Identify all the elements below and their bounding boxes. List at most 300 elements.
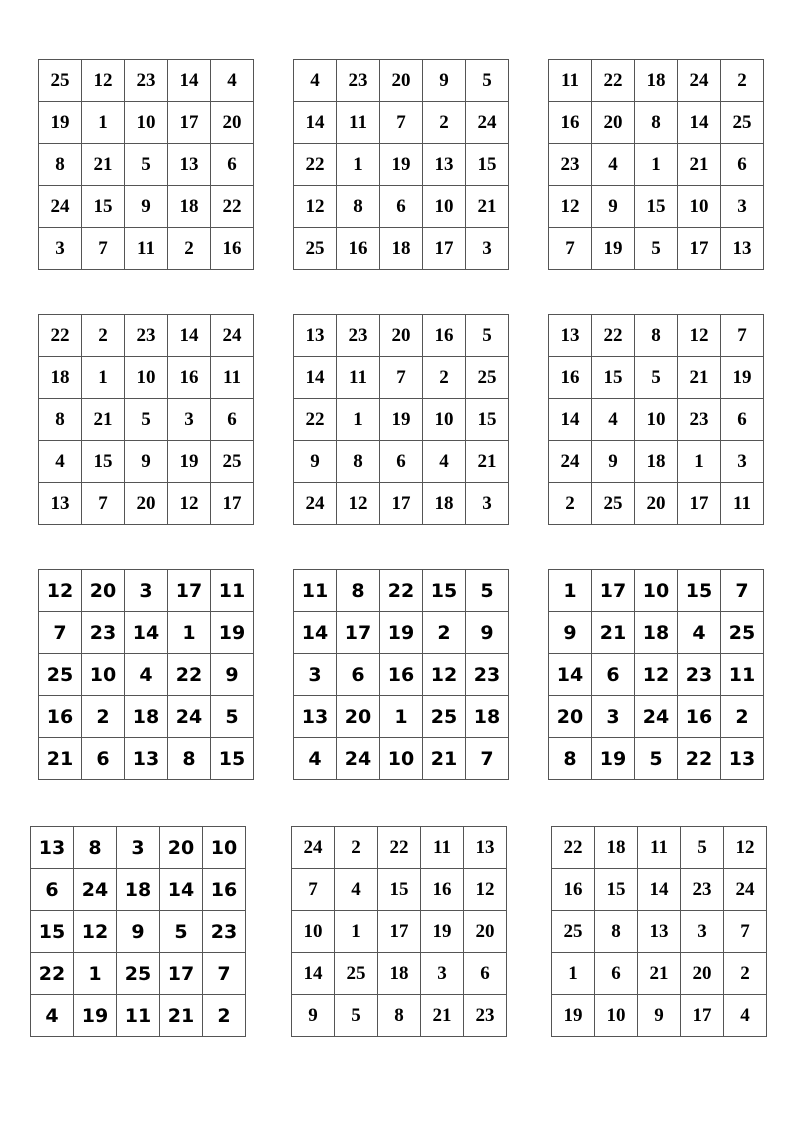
grid-cell: 13 bbox=[423, 144, 466, 186]
grid-cell: 2 bbox=[335, 827, 378, 869]
grid-cell: 5 bbox=[125, 144, 168, 186]
grid-row bbox=[39, 570, 254, 612]
grid-row bbox=[549, 315, 764, 357]
grid-cell: 24 bbox=[168, 696, 211, 738]
grid-cell: 7 bbox=[82, 483, 125, 525]
grid-cell: 7 bbox=[380, 102, 423, 144]
grid-cell: 24 bbox=[74, 869, 117, 911]
grid-cell: 4 bbox=[335, 869, 378, 911]
grid-cell: 11 bbox=[337, 357, 380, 399]
grid-cell: 23 bbox=[203, 911, 246, 953]
grid-cell: 15 bbox=[82, 186, 125, 228]
grid-cell: 7 bbox=[724, 911, 767, 953]
grid-cell: 18 bbox=[635, 612, 678, 654]
grid-cell: 22 bbox=[678, 738, 721, 780]
grid-cell: 22 bbox=[39, 315, 82, 357]
grid-cell: 2 bbox=[168, 228, 211, 270]
grid-cell: 21 bbox=[160, 995, 203, 1037]
grid-cell: 14 bbox=[125, 612, 168, 654]
grid-cell: 20 bbox=[464, 911, 507, 953]
grid-cell: 16 bbox=[423, 315, 466, 357]
grid-cell: 5 bbox=[466, 315, 509, 357]
grid-cell: 8 bbox=[337, 186, 380, 228]
grid-row bbox=[552, 911, 767, 953]
grid-cell: 4 bbox=[423, 441, 466, 483]
grid-cell: 25 bbox=[39, 654, 82, 696]
grid-cell: 17 bbox=[681, 995, 724, 1037]
grid-cell: 13 bbox=[549, 315, 592, 357]
grid-cell: 18 bbox=[595, 827, 638, 869]
grid-cell: 20 bbox=[211, 102, 254, 144]
grid-cell: 16 bbox=[678, 696, 721, 738]
grid-cell: 3 bbox=[721, 441, 764, 483]
grid-cell: 11 bbox=[721, 654, 764, 696]
grid-row bbox=[549, 738, 764, 780]
grid-cell: 6 bbox=[380, 186, 423, 228]
grid-row bbox=[39, 228, 254, 270]
grid-cell: 16 bbox=[380, 654, 423, 696]
grid-cell: 15 bbox=[423, 570, 466, 612]
grid-cell: 12 bbox=[337, 483, 380, 525]
grid-cell: 1 bbox=[82, 357, 125, 399]
grid-cell: 1 bbox=[380, 696, 423, 738]
grid-12 bbox=[551, 826, 767, 1037]
grid-cell: 12 bbox=[678, 315, 721, 357]
grid-row bbox=[294, 654, 509, 696]
grid-row bbox=[39, 144, 254, 186]
grid-cell: 12 bbox=[635, 654, 678, 696]
grid-cell: 19 bbox=[552, 995, 595, 1037]
grid-cell: 3 bbox=[466, 228, 509, 270]
grid-cell: 23 bbox=[125, 60, 168, 102]
grid-cell: 14 bbox=[678, 102, 721, 144]
grid-cell: 23 bbox=[464, 995, 507, 1037]
grid-cell: 21 bbox=[466, 441, 509, 483]
grid-cell: 18 bbox=[39, 357, 82, 399]
grid-cell: 6 bbox=[464, 953, 507, 995]
grid-row bbox=[549, 570, 764, 612]
grid-cell: 19 bbox=[168, 441, 211, 483]
grid-cell: 8 bbox=[635, 315, 678, 357]
grid-cell: 16 bbox=[549, 357, 592, 399]
grid-row bbox=[549, 612, 764, 654]
grid-cell: 4 bbox=[31, 995, 74, 1037]
grid-cell: 15 bbox=[466, 144, 509, 186]
grid-cell: 8 bbox=[635, 102, 678, 144]
grid-cell: 5 bbox=[635, 738, 678, 780]
grid-cell: 18 bbox=[125, 696, 168, 738]
grid-cell: 10 bbox=[595, 995, 638, 1037]
grid-row bbox=[39, 696, 254, 738]
grid-row bbox=[549, 441, 764, 483]
grid-cell: 22 bbox=[592, 315, 635, 357]
grid-cell: 25 bbox=[39, 60, 82, 102]
grid-cell: 1 bbox=[337, 399, 380, 441]
grid-cell: 10 bbox=[423, 186, 466, 228]
grid-cell: 17 bbox=[337, 612, 380, 654]
grid-cell: 5 bbox=[125, 399, 168, 441]
grid-cell: 15 bbox=[466, 399, 509, 441]
grid-cell: 22 bbox=[378, 827, 421, 869]
grid-cell: 25 bbox=[423, 696, 466, 738]
grid-row bbox=[549, 399, 764, 441]
grid-cell: 2 bbox=[423, 612, 466, 654]
grid-cell: 23 bbox=[337, 315, 380, 357]
grid-cell: 21 bbox=[466, 186, 509, 228]
grid-cell: 8 bbox=[337, 570, 380, 612]
grid-cell: 17 bbox=[160, 953, 203, 995]
grid-cell: 4 bbox=[294, 738, 337, 780]
grid-cell: 18 bbox=[466, 696, 509, 738]
grid-cell: 10 bbox=[82, 654, 125, 696]
grid-cell: 13 bbox=[638, 911, 681, 953]
grid-10 bbox=[30, 826, 246, 1037]
grid-cell: 13 bbox=[168, 144, 211, 186]
grid-row bbox=[294, 399, 509, 441]
grid-cell: 2 bbox=[423, 357, 466, 399]
grid-cell: 25 bbox=[335, 953, 378, 995]
grid-row bbox=[39, 186, 254, 228]
grid-cell: 19 bbox=[211, 612, 254, 654]
grid-cell: 14 bbox=[549, 654, 592, 696]
grid-cell: 8 bbox=[337, 441, 380, 483]
grid-cell: 19 bbox=[592, 738, 635, 780]
grid-cell: 18 bbox=[635, 60, 678, 102]
grid-cell: 9 bbox=[592, 441, 635, 483]
grid-cell: 22 bbox=[294, 399, 337, 441]
grid-cell: 1 bbox=[549, 570, 592, 612]
grid-cell: 20 bbox=[82, 570, 125, 612]
grid-cell: 17 bbox=[678, 483, 721, 525]
grid-6 bbox=[548, 314, 764, 525]
grid-cell: 15 bbox=[592, 357, 635, 399]
grid-cell: 11 bbox=[549, 60, 592, 102]
grid-cell: 7 bbox=[466, 738, 509, 780]
grid-cell: 4 bbox=[39, 441, 82, 483]
grid-cell: 11 bbox=[638, 827, 681, 869]
grid-5 bbox=[293, 314, 509, 525]
grid-cell: 10 bbox=[380, 738, 423, 780]
grid-cell: 13 bbox=[294, 696, 337, 738]
grid-cell: 3 bbox=[168, 399, 211, 441]
grid-row bbox=[31, 995, 246, 1037]
grid-row bbox=[294, 570, 509, 612]
grid-cell: 18 bbox=[423, 483, 466, 525]
grid-cell: 9 bbox=[423, 60, 466, 102]
grid-cell: 15 bbox=[211, 738, 254, 780]
grid-cell: 4 bbox=[211, 60, 254, 102]
grid-cell: 23 bbox=[678, 654, 721, 696]
grid-cell: 3 bbox=[294, 654, 337, 696]
grid-row bbox=[549, 654, 764, 696]
grid-row bbox=[294, 696, 509, 738]
grid-cell: 20 bbox=[380, 315, 423, 357]
grid-cell: 18 bbox=[378, 953, 421, 995]
grid-cell: 13 bbox=[464, 827, 507, 869]
grid-cell: 18 bbox=[168, 186, 211, 228]
grid-cell: 25 bbox=[721, 612, 764, 654]
grid-cell: 7 bbox=[721, 570, 764, 612]
grid-cell: 8 bbox=[39, 399, 82, 441]
grid-cell: 9 bbox=[294, 441, 337, 483]
grid-cell: 9 bbox=[549, 612, 592, 654]
grid-cell: 13 bbox=[39, 483, 82, 525]
grid-cell: 6 bbox=[337, 654, 380, 696]
grid-cell: 18 bbox=[635, 441, 678, 483]
grid-cell: 21 bbox=[82, 144, 125, 186]
grid-cell: 11 bbox=[211, 570, 254, 612]
grid-cell: 10 bbox=[635, 399, 678, 441]
grid-cell: 2 bbox=[82, 315, 125, 357]
grid-cell: 22 bbox=[380, 570, 423, 612]
grid-row bbox=[549, 696, 764, 738]
grid-cell: 12 bbox=[294, 186, 337, 228]
grid-cell: 3 bbox=[466, 483, 509, 525]
grid-row bbox=[549, 102, 764, 144]
grid-cell: 17 bbox=[423, 228, 466, 270]
grid-row bbox=[549, 144, 764, 186]
grid-cell: 12 bbox=[39, 570, 82, 612]
grid-cell: 20 bbox=[160, 827, 203, 869]
grid-cell: 19 bbox=[380, 399, 423, 441]
grid-cell: 15 bbox=[82, 441, 125, 483]
grid-cell: 22 bbox=[168, 654, 211, 696]
grid-cell: 24 bbox=[549, 441, 592, 483]
grid-cell: 15 bbox=[595, 869, 638, 911]
grid-cell: 19 bbox=[592, 228, 635, 270]
grid-row bbox=[31, 827, 246, 869]
grid-cell: 14 bbox=[294, 357, 337, 399]
grid-cell: 24 bbox=[466, 102, 509, 144]
grid-cell: 22 bbox=[592, 60, 635, 102]
grid-cell: 21 bbox=[82, 399, 125, 441]
grid-cell: 9 bbox=[466, 612, 509, 654]
grid-cell: 24 bbox=[39, 186, 82, 228]
grid-row bbox=[294, 612, 509, 654]
grid-cell: 4 bbox=[125, 654, 168, 696]
grid-cell: 4 bbox=[724, 995, 767, 1037]
grid-cell: 11 bbox=[125, 228, 168, 270]
grid-cell: 20 bbox=[635, 483, 678, 525]
grid-cell: 7 bbox=[39, 612, 82, 654]
grid-row bbox=[39, 612, 254, 654]
grid-cell: 15 bbox=[678, 570, 721, 612]
grid-cell: 7 bbox=[203, 953, 246, 995]
grid-row bbox=[294, 228, 509, 270]
grid-cell: 2 bbox=[721, 696, 764, 738]
grid-3 bbox=[548, 59, 764, 270]
grid-cell: 25 bbox=[466, 357, 509, 399]
grid-cell: 11 bbox=[294, 570, 337, 612]
grid-cell: 13 bbox=[294, 315, 337, 357]
grid-cell: 20 bbox=[549, 696, 592, 738]
grid-cell: 14 bbox=[638, 869, 681, 911]
grid-cell: 12 bbox=[82, 60, 125, 102]
grid-cell: 5 bbox=[335, 995, 378, 1037]
grid-row bbox=[294, 60, 509, 102]
grid-cell: 24 bbox=[292, 827, 335, 869]
grid-cell: 21 bbox=[638, 953, 681, 995]
grid-cell: 19 bbox=[380, 144, 423, 186]
grid-cell: 1 bbox=[337, 144, 380, 186]
grid-cell: 5 bbox=[466, 60, 509, 102]
grid-1 bbox=[38, 59, 254, 270]
grid-cell: 9 bbox=[292, 995, 335, 1037]
grid-cell: 16 bbox=[421, 869, 464, 911]
grid-row bbox=[552, 869, 767, 911]
grid-cell: 25 bbox=[721, 102, 764, 144]
grid-cell: 18 bbox=[380, 228, 423, 270]
grid-cell: 17 bbox=[168, 102, 211, 144]
grid-cell: 21 bbox=[592, 612, 635, 654]
grid-row bbox=[39, 738, 254, 780]
grid-cell: 24 bbox=[337, 738, 380, 780]
grid-row bbox=[294, 315, 509, 357]
grid-cell: 6 bbox=[721, 399, 764, 441]
grid-cell: 21 bbox=[39, 738, 82, 780]
grid-cell: 3 bbox=[39, 228, 82, 270]
grid-row bbox=[39, 654, 254, 696]
grid-row bbox=[31, 869, 246, 911]
grid-cell: 22 bbox=[31, 953, 74, 995]
grid-row bbox=[294, 483, 509, 525]
grid-cell: 10 bbox=[125, 357, 168, 399]
grid-9 bbox=[548, 569, 764, 780]
grid-row bbox=[549, 357, 764, 399]
grid-cell: 19 bbox=[721, 357, 764, 399]
grid-cell: 9 bbox=[117, 911, 160, 953]
grid-row bbox=[39, 483, 254, 525]
grid-cell: 17 bbox=[378, 911, 421, 953]
grid-cell: 6 bbox=[211, 144, 254, 186]
grid-cell: 2 bbox=[549, 483, 592, 525]
grid-cell: 10 bbox=[203, 827, 246, 869]
grid-cell: 2 bbox=[203, 995, 246, 1037]
grid-7 bbox=[38, 569, 254, 780]
grid-cell: 6 bbox=[721, 144, 764, 186]
grid-cell: 24 bbox=[211, 315, 254, 357]
grid-cell: 13 bbox=[125, 738, 168, 780]
grid-row bbox=[292, 995, 507, 1037]
grid-row bbox=[39, 315, 254, 357]
grid-cell: 1 bbox=[74, 953, 117, 995]
grid-cell: 14 bbox=[160, 869, 203, 911]
grid-row bbox=[294, 144, 509, 186]
grid-cell: 2 bbox=[82, 696, 125, 738]
grid-cell: 2 bbox=[423, 102, 466, 144]
grid-cell: 23 bbox=[681, 869, 724, 911]
grid-cell: 10 bbox=[292, 911, 335, 953]
grid-cell: 16 bbox=[552, 869, 595, 911]
grid-row bbox=[292, 869, 507, 911]
grid-cell: 7 bbox=[721, 315, 764, 357]
grid-cell: 12 bbox=[464, 869, 507, 911]
grid-cell: 14 bbox=[294, 612, 337, 654]
grid-4 bbox=[38, 314, 254, 525]
grid-cell: 21 bbox=[678, 144, 721, 186]
grid-cell: 15 bbox=[635, 186, 678, 228]
grid-cell: 19 bbox=[380, 612, 423, 654]
grid-cell: 1 bbox=[82, 102, 125, 144]
grid-cell: 3 bbox=[421, 953, 464, 995]
grid-cell: 10 bbox=[125, 102, 168, 144]
grid-cell: 5 bbox=[635, 228, 678, 270]
grid-cell: 11 bbox=[337, 102, 380, 144]
grid-cell: 21 bbox=[423, 738, 466, 780]
grid-cell: 23 bbox=[466, 654, 509, 696]
grid-row bbox=[39, 357, 254, 399]
grid-cell: 6 bbox=[82, 738, 125, 780]
grid-cell: 6 bbox=[595, 953, 638, 995]
grid-row bbox=[552, 995, 767, 1037]
grid-cell: 17 bbox=[592, 570, 635, 612]
grid-cell: 6 bbox=[211, 399, 254, 441]
grid-cell: 15 bbox=[378, 869, 421, 911]
grid-cell: 10 bbox=[635, 570, 678, 612]
grid-row bbox=[549, 186, 764, 228]
grid-cell: 10 bbox=[423, 399, 466, 441]
grid-cell: 19 bbox=[421, 911, 464, 953]
grid-cell: 8 bbox=[549, 738, 592, 780]
grid-cell: 4 bbox=[294, 60, 337, 102]
grid-cell: 4 bbox=[678, 612, 721, 654]
grid-cell: 12 bbox=[549, 186, 592, 228]
grid-cell: 12 bbox=[168, 483, 211, 525]
grid-cell: 12 bbox=[724, 827, 767, 869]
grid-cell: 20 bbox=[380, 60, 423, 102]
grid-cell: 2 bbox=[724, 953, 767, 995]
grid-cell: 8 bbox=[74, 827, 117, 869]
grid-cell: 19 bbox=[74, 995, 117, 1037]
grid-cell: 8 bbox=[378, 995, 421, 1037]
grid-cell: 11 bbox=[117, 995, 160, 1037]
grid-row bbox=[294, 441, 509, 483]
grid-cell: 7 bbox=[292, 869, 335, 911]
grid-cell: 11 bbox=[211, 357, 254, 399]
grid-cell: 9 bbox=[638, 995, 681, 1037]
grid-cell: 20 bbox=[592, 102, 635, 144]
grid-cell: 16 bbox=[39, 696, 82, 738]
grid-cell: 6 bbox=[380, 441, 423, 483]
grid-cell: 14 bbox=[292, 953, 335, 995]
grid-cell: 24 bbox=[678, 60, 721, 102]
grid-cell: 16 bbox=[549, 102, 592, 144]
grid-cell: 22 bbox=[211, 186, 254, 228]
grid-cell: 11 bbox=[721, 483, 764, 525]
grid-cell: 23 bbox=[549, 144, 592, 186]
grid-row bbox=[549, 228, 764, 270]
grid-row bbox=[292, 911, 507, 953]
grid-cell: 17 bbox=[678, 228, 721, 270]
grid-cell: 24 bbox=[294, 483, 337, 525]
grid-cell: 25 bbox=[117, 953, 160, 995]
grid-cell: 17 bbox=[380, 483, 423, 525]
grid-cell: 14 bbox=[168, 60, 211, 102]
grid-cell: 20 bbox=[337, 696, 380, 738]
grid-cell: 22 bbox=[294, 144, 337, 186]
grid-cell: 9 bbox=[125, 186, 168, 228]
grid-cell: 7 bbox=[549, 228, 592, 270]
grid-cell: 7 bbox=[82, 228, 125, 270]
grid-cell: 1 bbox=[635, 144, 678, 186]
grid-cell: 16 bbox=[211, 228, 254, 270]
grid-cell: 17 bbox=[211, 483, 254, 525]
grid-cell: 9 bbox=[125, 441, 168, 483]
grid-row bbox=[39, 102, 254, 144]
grid-cell: 6 bbox=[592, 654, 635, 696]
grid-11 bbox=[291, 826, 507, 1037]
grid-row bbox=[549, 60, 764, 102]
